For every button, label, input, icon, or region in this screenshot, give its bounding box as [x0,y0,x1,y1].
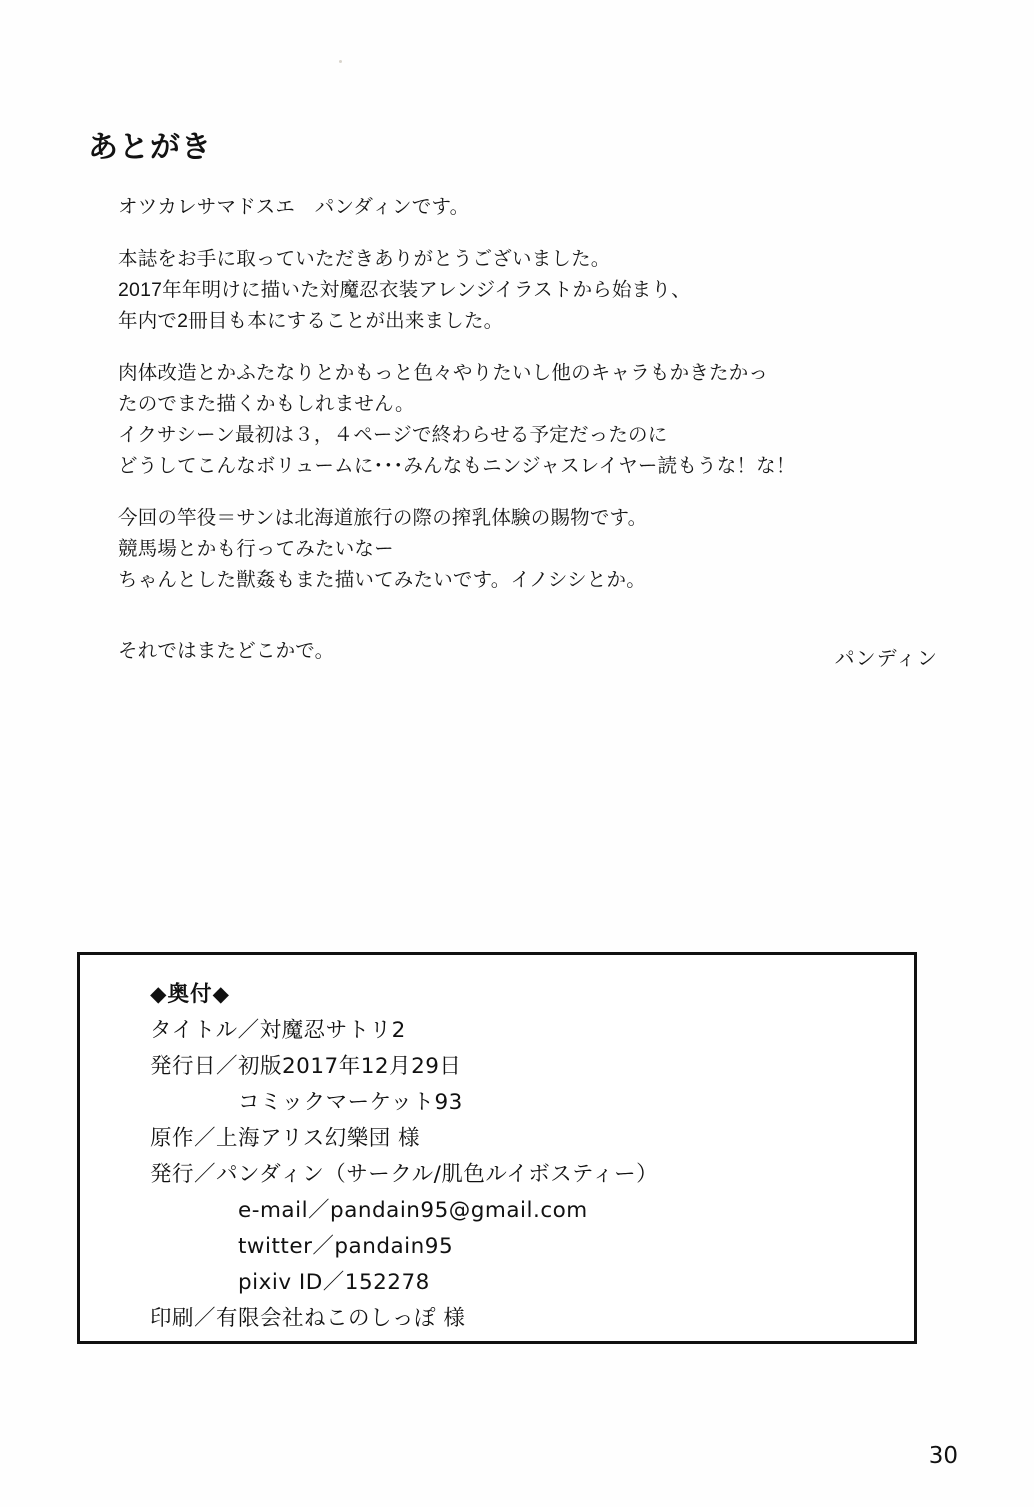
afterword-paragraph [118,244,938,337]
page-number: 30 [928,1443,958,1469]
paragraph-spacer [118,482,938,503]
afterword-line: どうしてこんなボリュームに･･･みんなもニンジャスレイヤー読もうな！な！ [118,455,796,477]
afterword-paragraph [118,192,938,223]
colophon-line-pixiv-id: pixiv ID／152278 [238,1270,430,1295]
afterword-line: たのでまた描くかもしれません。 [118,393,415,415]
colophon-line-original-work: 原作／上海アリス幻樂団 様 [150,1126,421,1151]
afterword-line: 今回の竿役＝サンは北海道旅行の際の搾乳体験の賜物です。 [118,507,648,529]
colophon-line-event: コミックマーケット93 [238,1090,463,1115]
afterword-body [118,192,938,670]
afterword-line: それではまたどこかで。 [118,640,335,662]
afterword-line: 年内で2冊目も本にすることが出来ました。 [118,310,504,332]
author-signature: パンディン [834,648,938,670]
afterword-line: ちゃんとした獣姦もまた描いてみたいです。イノシシとか。 [118,569,646,591]
afterword-line: イクサシーン最初は３，４ページで終わらせる予定だったのに [118,424,668,446]
afterword-paragraph [118,358,938,482]
afterword-line: オツカレサマドスエ パンダィンです。 [118,196,470,218]
afterword-line: 2017年年明けに描いた対魔忍衣装アレンジイラストから始まり、 [118,279,691,301]
paragraph-spacer [118,337,938,358]
afterword-heading: あとがき [88,131,212,164]
colophon-line-printer: 印刷／有限会社ねこのしっぽ 様 [150,1306,466,1331]
colophon-line-title: タイトル／対魔忍サトリ2 [150,1018,406,1043]
colophon-line-publisher: 発行／パンダィン（サークル/肌色ルイボスティー） [150,1162,659,1187]
paragraph-spacer [118,223,938,244]
colophon-box [77,952,917,1344]
afterword-line: 肉体改造とかふたなりとかもっと色々やりたいし他のキャラもかきたかっ [118,362,769,384]
afterword-line: 競馬場とかも行ってみたいなー [118,538,394,560]
colophon-heading: ◆奥付◆ [150,982,231,1007]
colophon-line-email: e-mail／pandain95@gmail.com [238,1198,588,1223]
colophon-line-twitter: twitter／pandain95 [238,1234,454,1259]
afterword-paragraph [118,503,938,596]
colophon-content [80,955,914,1337]
paragraph-spacer [118,596,938,636]
colophon-line-publish-date: 発行日／初版2017年12月29日 [150,1054,462,1079]
scan-artifact-speck [339,60,342,63]
afterword-line: 本誌をお手に取っていただきありがとうございました。 [118,248,611,270]
